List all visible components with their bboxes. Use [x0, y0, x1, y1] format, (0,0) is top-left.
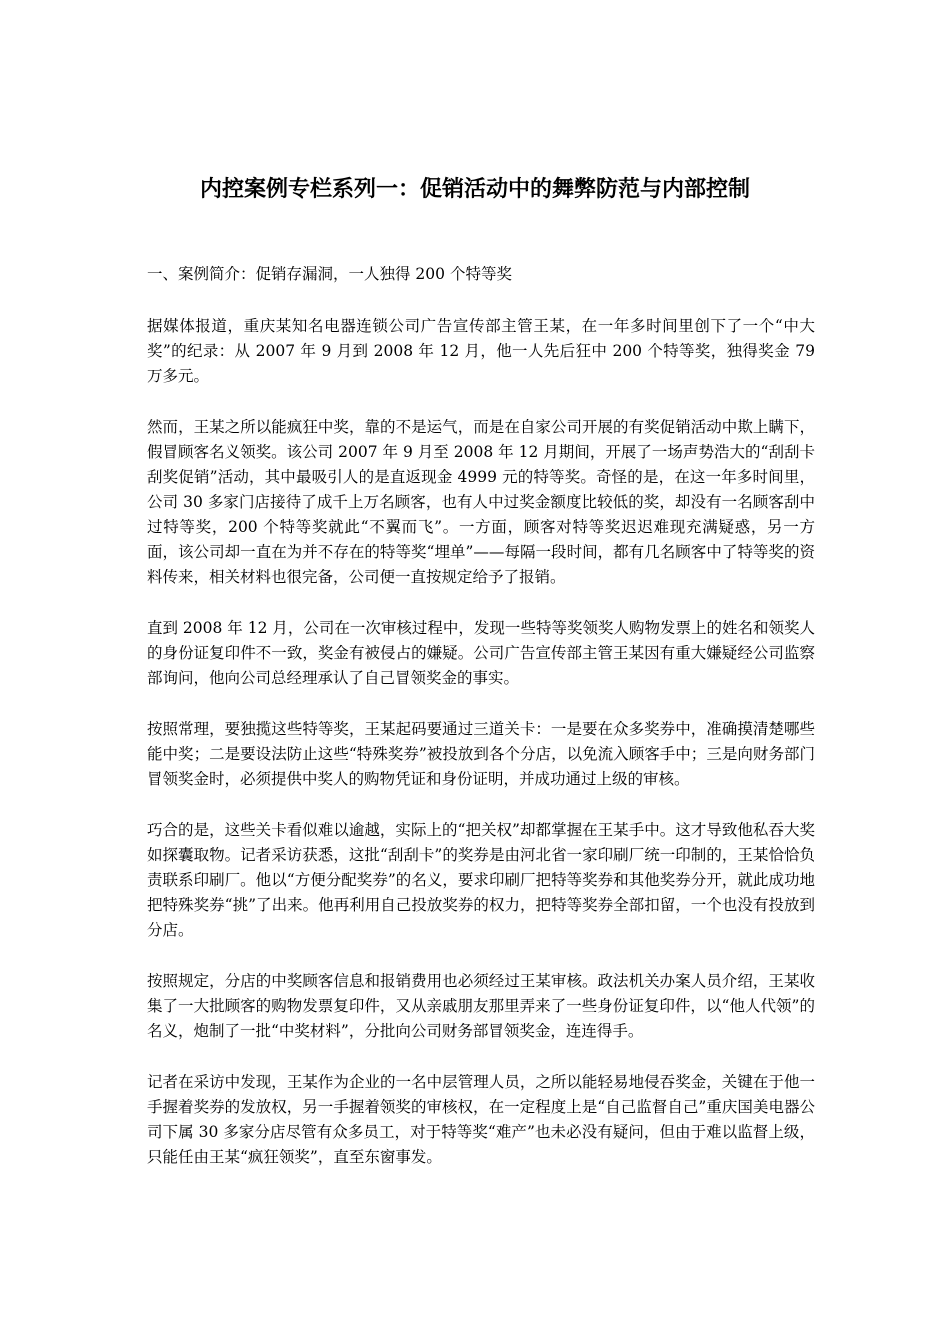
- paragraph-1: 据媒体报道，重庆某知名电器连锁公司广告宣传部主管王某，在一年多时间里创下了一个“中大奖”的纪录：从 2007 年 9 月到 2008 年 12 月，他一人先后狂中 200 个特等奖，独得奖金 79 万多元。: [147, 317, 815, 385]
- document-body: [147, 262, 815, 1196]
- paragraph-2: 然而，王某之所以能疯狂中奖，靠的不是运气，而是在自家公司开展的有奖促销活动中欺上瞒下，假冒顾客名义领奖。该公司 2007 年 9 月至 2008 年 12 月期间，开展了一场声势浩大的“刮刮卡刮奖促销”活动，其中最吸引人的是直返现金 4999 元的特等奖。奇怪的是，在这一年多时间里，公司 30 多家门店接待了成千上万名顾客，也有人中过奖金额度比较低的奖，却没有一名顾客刮中过特等奖，200 个特等奖就此“不翼而飞”。一方面，顾客对特等奖迟迟难现充满疑惑，另一方面，该公司却一直在为并不存在的特等奖“埋单”——每隔一段时间，都有几名顾客中了特等奖的资料传来，相关材料也很完备，公司便一直按规定给予了报销。: [147, 418, 815, 586]
- paragraph-5: 巧合的是，这些关卡看似难以逾越，实际上的“把关权”却都掌握在王某手中。这才导致他私吞大奖如探囊取物。记者采访获悉，这批“刮刮卡”的奖券是由河北省一家印刷厂统一印制的，王某恰恰负责联系印刷厂。他以“方便分配奖券”的名义，要求印刷厂把特等奖券和其他奖券分开，就此成功地把特殊奖券“挑”了出来。他再利用自己投放奖券的权力，把特等奖券全部扣留，一个也没有投放到分店。: [147, 821, 815, 939]
- paragraph-3: 直到 2008 年 12 月，公司在一次审核过程中，发现一些特等奖领奖人购物发票上的姓名和领奖人的身份证复印件不一致，奖金有被侵占的嫌疑。公司广告宣传部主管王某因有重大嫌疑经公司监察部询问，他向公司总经理承认了自己冒领奖金的事实。: [147, 619, 815, 687]
- document-title: 内控案例专栏系列一：促销活动中的舞弊防范与内部控制: [199, 177, 750, 202]
- paragraph-4: 按照常理，要独揽这些特等奖，王某起码要通过三道关卡：一是要在众多奖券中，准确摸清楚哪些能中奖；二是要设法防止这些“特殊奖券”被投放到各个分店，以免流入顾客手中；三是向财务部门冒领奖金时，必须提供中奖人的购物凭证和身份证明，并成功通过上级的审核。: [147, 720, 815, 788]
- paragraph-7: 记者在采访中发现，王某作为企业的一名中层管理人员，之所以能轻易地侵吞奖金，关键在于他一手握着奖券的发放权，另一手握着领奖的审核权，在一定程度上是“自己监督自己”重庆国美电器公司下属 30 多家分店尽管有众多员工，对于特等奖“难产”也未必没有疑问，但由于难以监督上级，只能任由王某“疯狂领奖”，直至东窗事发。: [147, 1073, 815, 1166]
- paragraph-6: 按照规定，分店的中奖顾客信息和报销费用也必须经过王某审核。政法机关办案人员介绍，王某收集了一大批顾客的购物发票复印件，又从亲戚朋友那里弄来了一些身份证复印件，以“他人代领”的名义，炮制了一批“中奖材料”，分批向公司财务部冒领奖金，连连得手。: [147, 972, 815, 1040]
- section-heading: 一、案例简介：促销存漏洞，一人独得 200 个特等奖: [147, 265, 512, 283]
